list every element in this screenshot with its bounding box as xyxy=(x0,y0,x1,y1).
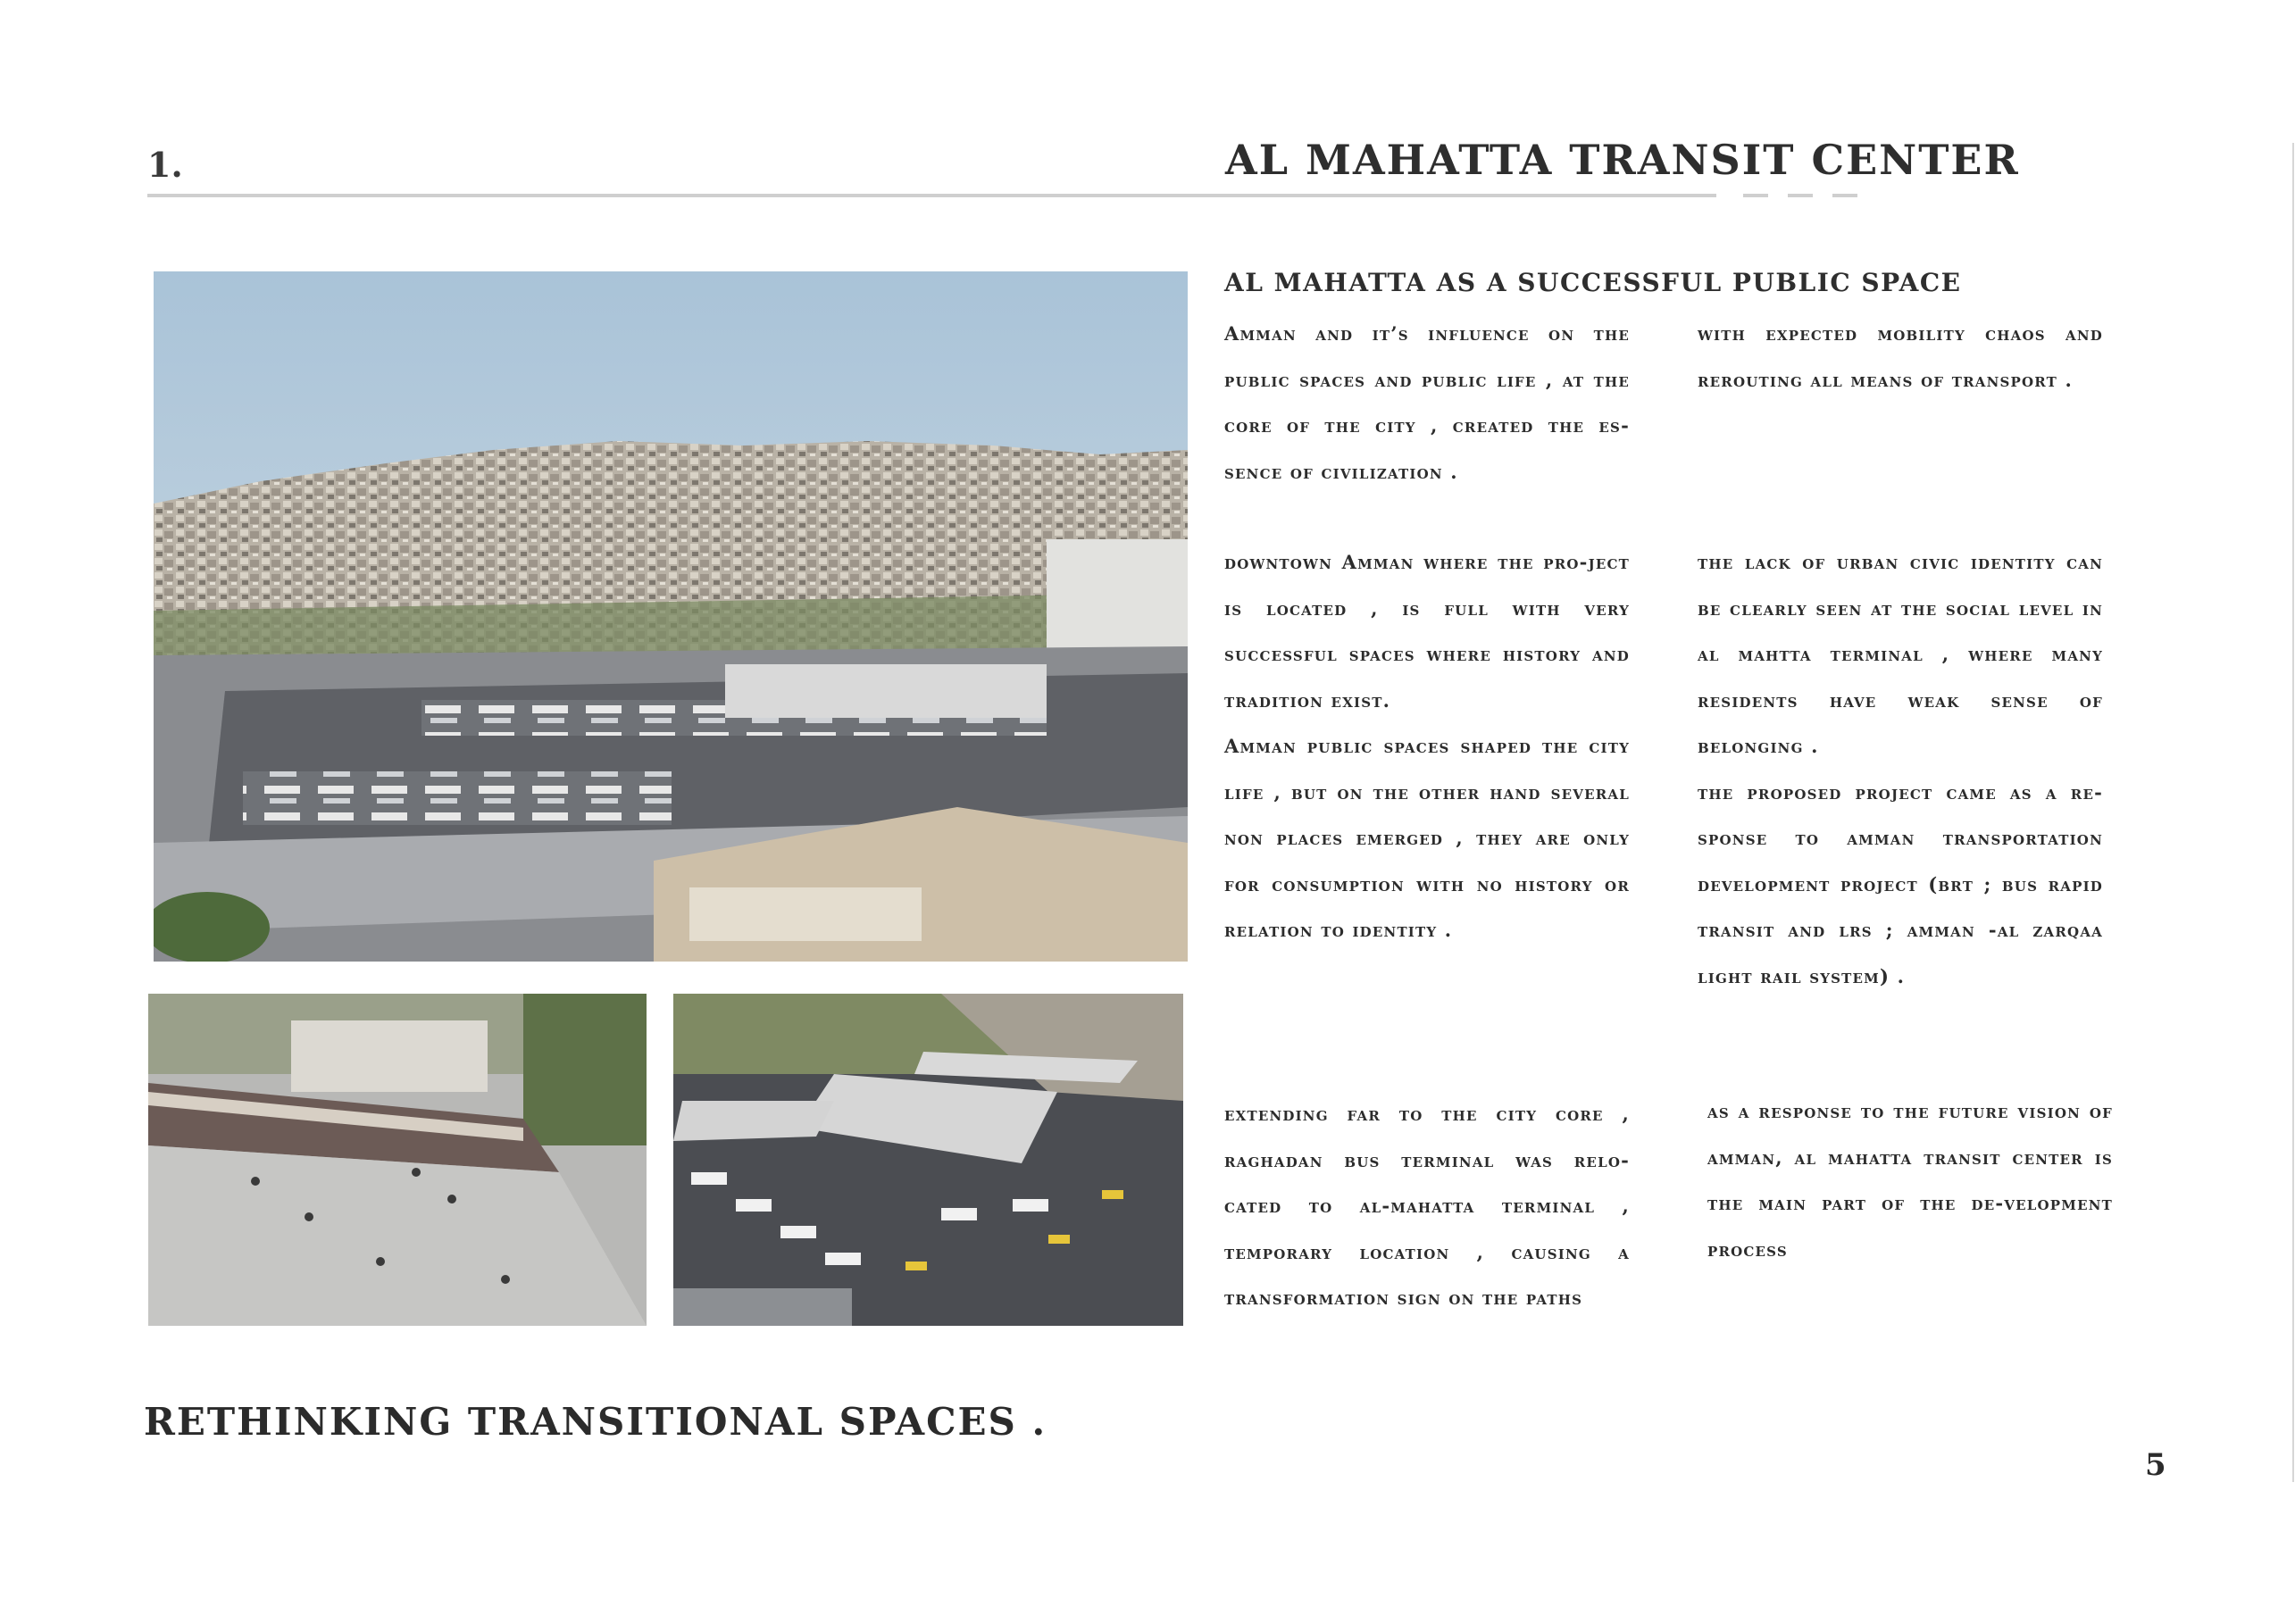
photo-aerial-bus-terminal xyxy=(673,994,1183,1326)
paragraph: Amman and it’s influence on the public spaces and public life , at the core of the city , created the es-sence of civilization . xyxy=(1224,322,1630,483)
paragraph: the lack of urban civic identity can be clearly seen at the social level in al mahtta terminal , where many residents have weak sense of belonging . xyxy=(1698,551,2103,757)
paragraph: Amman public spaces shaped the city life , but on the other hand several non places emerged , they are only for consumption with no history or relation to identity . xyxy=(1224,735,1630,941)
text-block-future-vision xyxy=(1707,1088,2113,1272)
header-dash xyxy=(1743,194,1768,197)
header-rule xyxy=(147,194,1716,197)
footer-title: RETHINKING TRANSITIONAL SPACES . xyxy=(144,1400,1047,1444)
photo-market-street xyxy=(148,994,647,1326)
page-edge-line xyxy=(2292,143,2294,1482)
paragraph: extending far to the city core , raghadan bus terminal was relo-cated to al-mahatta terminal , temporary location , causing a transformation sign on the paths xyxy=(1224,1103,1630,1309)
page-number: 5 xyxy=(2145,1447,2166,1483)
paragraph: the proposed project came as a re-sponse to amman transportation development project (brt ; bus rapid transit and lrs ; amman -al zarqaa light rail system) . xyxy=(1698,780,2103,987)
text-block-mobility-chaos xyxy=(1698,311,2103,403)
page-title: AL MAHATTA TRANSIT CENTER xyxy=(1225,136,2020,184)
paragraph: downtown Amman where the pro-ject is located , is full with very successful spaces where history and tradition exist. xyxy=(1224,551,1630,712)
text-block-civic-identity xyxy=(1698,539,2103,999)
paragraph: with expected mobility chaos and rerouting all means of transport . xyxy=(1698,322,2103,391)
section-number: 1. xyxy=(147,145,183,185)
photo-city-terminal-panorama xyxy=(154,271,1188,962)
text-block-amman-influence xyxy=(1224,311,1630,495)
text-block-raghadan-relocation xyxy=(1224,1091,1630,1321)
text-block-downtown-amman xyxy=(1224,539,1630,954)
header-dash xyxy=(1788,194,1813,197)
section-subheading: AL MAHATTA AS A SUCCESSFUL PUBLIC SPACE xyxy=(1224,268,1962,297)
header-dash xyxy=(1832,194,1857,197)
paragraph: as a response to the future vision of amman, al mahatta transit center is the main part of the de-velopment process xyxy=(1707,1100,2113,1261)
